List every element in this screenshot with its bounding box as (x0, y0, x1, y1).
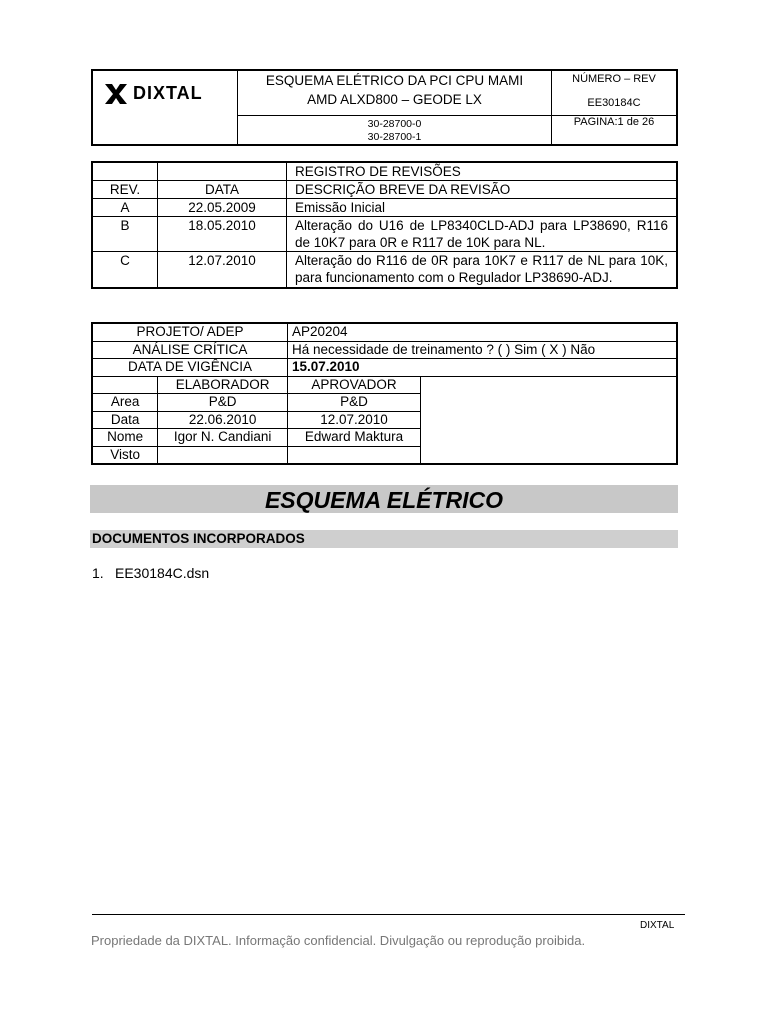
analise-label: ANÁLISE CRÍTICA (92, 341, 288, 359)
section-title: DOCUMENTOS INCORPORADOS (92, 531, 305, 546)
document-title-cell (238, 70, 552, 116)
list-item-name: EE30184C.dsn (115, 565, 210, 581)
list-item (92, 565, 209, 581)
col-desc-header: DESCRIÇÃO BREVE DA REVISÃO (287, 181, 678, 199)
revision-table (91, 161, 678, 289)
projeto-value: AP20204 (288, 323, 678, 341)
table-row (92, 252, 677, 289)
elab-visto (158, 446, 288, 464)
numero-label: NÚMERO – REV (572, 73, 656, 85)
numero-cell (552, 70, 678, 116)
desc-cell: Alteração do R116 de 0R para 10K7 e R117 de NL para 10K, para funcionamento com o Regulador LP38690-ADJ. (287, 252, 678, 289)
documents-list (92, 565, 209, 581)
vigencia-value: 15.07.2010 (288, 359, 678, 377)
col-rev-header: REV. (92, 181, 158, 199)
elab-area: P&D (158, 394, 288, 412)
rev-cell: B (92, 217, 158, 252)
logo-text: DIXTAL (133, 83, 203, 103)
code-1: 30-28700-0 (367, 118, 422, 130)
pagina-cell (552, 116, 678, 146)
revision-table-title: REGISTRO DE REVISÕES (287, 162, 678, 181)
footer-note: Propriedade da DIXTAL. Informação confidencial. Divulgação ou reprodução proibida. (91, 933, 586, 948)
main-title-bar (90, 485, 678, 513)
col-data-header: DATA (158, 181, 287, 199)
main-title: ESQUEMA ELÉTRICO (264, 487, 504, 513)
date-cell: 22.05.2009 (158, 199, 287, 217)
row-nome-label: Nome (92, 429, 158, 447)
footer-divider (92, 914, 685, 915)
dixtal-logo-icon (105, 84, 127, 104)
row-data-label: Data (92, 411, 158, 429)
table-row (92, 217, 677, 252)
rev-cell: C (92, 252, 158, 289)
document-title-line2: AMD ALXD800 – GEODE LX (307, 92, 482, 107)
vigencia-label: DATA DE VIGÊNCIA (92, 359, 288, 377)
document-title-line1: ESQUEMA ELÉTRICO DA PCI CPU MAMI (265, 73, 524, 88)
elab-nome: Igor N. Candiani (158, 429, 288, 447)
footer-brand: DIXTAL (640, 920, 675, 931)
aprovador-header: APROVADOR (288, 376, 421, 394)
elab-data: 22.06.2010 (158, 411, 288, 429)
section-header-bar (90, 530, 678, 548)
aprov-visto (288, 446, 421, 464)
aprov-data: 12.07.2010 (288, 411, 421, 429)
pagina-value: PAGINA:1 de 26 (573, 116, 655, 128)
project-table (91, 322, 678, 465)
elaborador-header: ELABORADOR (158, 376, 288, 394)
dixtal-logo (105, 83, 237, 104)
desc-cell: Emissão Inicial (287, 199, 678, 217)
codes-cell (238, 116, 552, 146)
document-header (91, 69, 678, 146)
aprov-nome: Edward Maktura (288, 429, 421, 447)
rev-cell: A (92, 199, 158, 217)
aprov-area: P&D (288, 394, 421, 412)
desc-cell: Alteração do U16 de LP8340CLD-ADJ para LP38690, R116 de 10K7 para 0R e R117 de 10K para NL. (287, 217, 678, 252)
date-cell: 12.07.2010 (158, 252, 287, 289)
logo-cell (92, 70, 238, 145)
projeto-label: PROJETO/ ADEP (92, 323, 288, 341)
table-row (92, 199, 677, 217)
code-2: 30-28700-1 (367, 131, 422, 143)
signature-area (421, 376, 678, 464)
date-cell: 18.05.2010 (158, 217, 287, 252)
analise-value: Há necessidade de treinamento ? ( ) Sim ( X ) Não (288, 341, 678, 359)
numero-value: EE30184C (587, 97, 641, 109)
row-area-label: Area (92, 394, 158, 412)
list-item-number: 1. (92, 565, 104, 581)
row-visto-label: Visto (92, 446, 158, 464)
